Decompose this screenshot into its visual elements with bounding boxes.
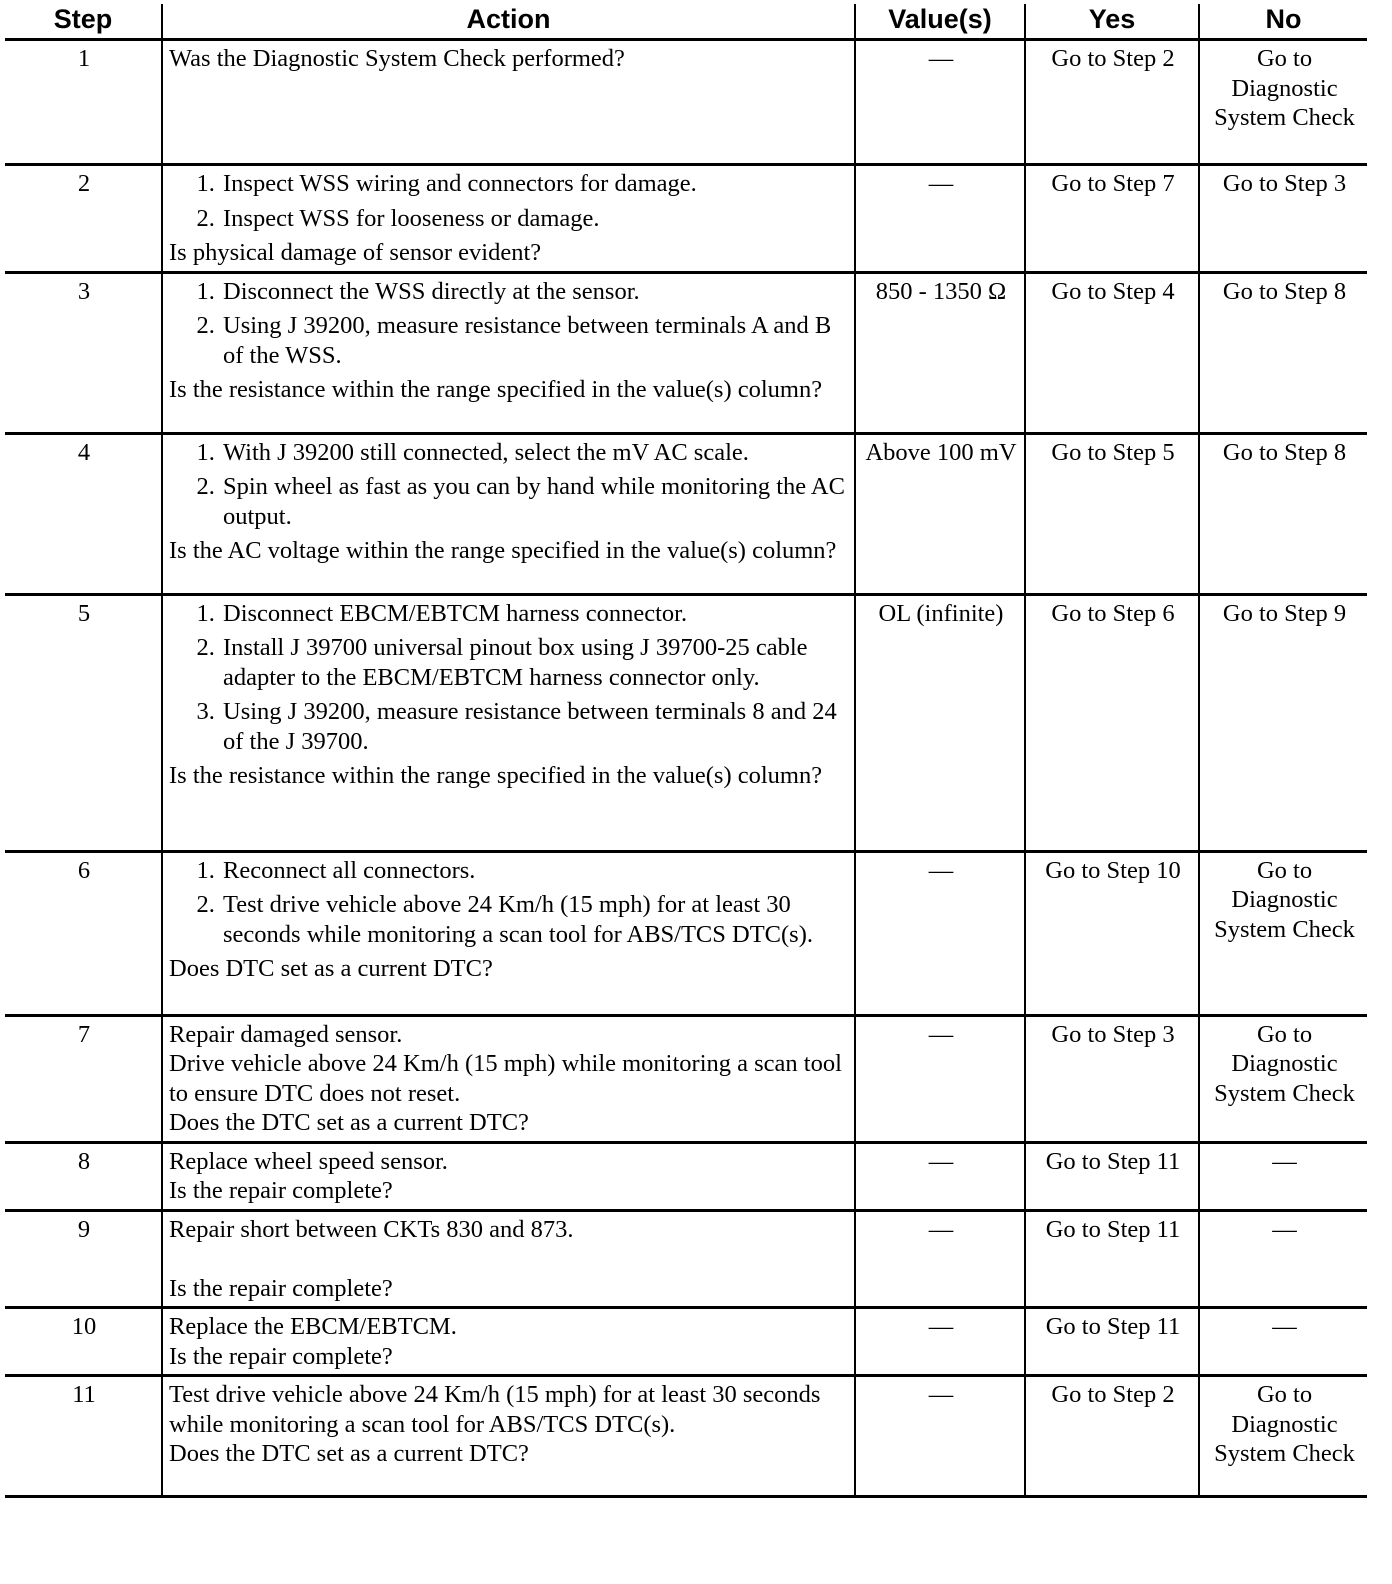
- step-number: 10: [5, 1308, 162, 1376]
- no-cell: Go to Step 8: [1199, 433, 1367, 594]
- table-header: [5, 4, 1367, 40]
- table-row: [5, 1015, 1367, 1142]
- action-question: Is the repair complete?: [169, 1342, 393, 1370]
- yes-cell: Go to Step 10: [1025, 851, 1199, 1015]
- action-cell: [162, 1308, 855, 1376]
- header-values: Value(s): [855, 4, 1025, 40]
- no-cell: —: [1199, 1142, 1367, 1210]
- yes-cell: Go to Step 7: [1025, 165, 1199, 273]
- value-cell: Above 100 mV: [855, 433, 1025, 594]
- table-row: [5, 272, 1367, 433]
- action-step-item: 1. With J 39200 still connected, select the mV AC scale.: [221, 438, 850, 468]
- table-body: [5, 40, 1367, 1497]
- step-number: 8: [5, 1142, 162, 1210]
- action-steps: [169, 856, 850, 950]
- value-cell: —: [855, 1142, 1025, 1210]
- value-cell: —: [855, 1210, 1025, 1308]
- action-question: Is the resistance within the range specified in the value(s) column?: [169, 762, 823, 789]
- action-step-item: 2. Spin wheel as fast as you can by hand while monitoring the AC output.: [221, 472, 850, 531]
- action-text: Was the Diagnostic System Check performed?: [169, 45, 625, 72]
- yes-cell: Go to Step 11: [1025, 1142, 1199, 1210]
- action-step-item: 2. Install J 39700 universal pinout box using J 39700-25 cable adapter to the EBCM/EBTCM harness connector only.: [221, 633, 850, 692]
- value-cell: —: [855, 1015, 1025, 1142]
- no-cell: Go to Diagnostic System Check: [1199, 1376, 1367, 1497]
- action-question: Is the AC voltage within the range specified in the value(s) column?: [169, 537, 837, 564]
- action-question: Is physical damage of sensor evident?: [169, 239, 542, 266]
- action-step-item: 1. Inspect WSS wiring and connectors for damage.: [221, 169, 850, 199]
- action-step-item: 1. Reconnect all connectors.: [221, 856, 850, 886]
- no-cell: —: [1199, 1210, 1367, 1308]
- action-question: Does DTC set as a current DTC?: [169, 955, 493, 982]
- action-text: Drive vehicle above 24 Km/h (15 mph) while monitoring a scan tool to ensure DTC does not reset.: [169, 1050, 842, 1107]
- yes-cell: Go to Step 6: [1025, 594, 1199, 851]
- action-step-item: 1. Disconnect the WSS directly at the sensor.: [221, 277, 850, 307]
- action-step-item: 2. Test drive vehicle above 24 Km/h (15 mph) for at least 30 seconds while monitoring a scan tool for ABS/TCS DTC(s).: [221, 890, 850, 949]
- no-cell: Go to Diagnostic System Check: [1199, 40, 1367, 165]
- header-yes: Yes: [1025, 4, 1199, 40]
- step-number: 2: [5, 165, 162, 273]
- action-step-item: 3. Using J 39200, measure resistance between terminals 8 and 24 of the J 39700.: [221, 697, 850, 756]
- action-text: Test drive vehicle above 24 Km/h (15 mph) for at least 30 seconds while monitoring a scan tool for ABS/TCS DTC(s).: [169, 1381, 821, 1438]
- header-row: [5, 4, 1367, 40]
- no-cell: Go to Step 9: [1199, 594, 1367, 851]
- no-cell: Go to Step 8: [1199, 272, 1367, 433]
- table-row: [5, 1142, 1367, 1210]
- table-row: [5, 1210, 1367, 1308]
- action-text: Replace wheel speed sensor.: [169, 1147, 448, 1175]
- action-steps: [169, 599, 850, 757]
- header-action: Action: [162, 4, 855, 40]
- table-row: [5, 851, 1367, 1015]
- action-text: Repair damaged sensor.: [169, 1020, 403, 1048]
- step-number: 11: [5, 1376, 162, 1497]
- action-cell: [162, 1210, 855, 1308]
- yes-cell: Go to Step 5: [1025, 433, 1199, 594]
- header-no: No: [1199, 4, 1367, 40]
- step-number: 6: [5, 851, 162, 1015]
- action-question: Is the resistance within the range specified in the value(s) column?: [169, 376, 823, 403]
- yes-cell: Go to Step 2: [1025, 40, 1199, 165]
- table-row: [5, 1376, 1367, 1497]
- action-cell: [162, 851, 855, 1015]
- value-cell: —: [855, 40, 1025, 165]
- no-cell: —: [1199, 1308, 1367, 1376]
- table-row: [5, 594, 1367, 851]
- action-text: Replace the EBCM/EBTCM.: [169, 1313, 457, 1340]
- header-step: Step: [5, 4, 162, 40]
- action-question: Does the DTC set as a current DTC?: [169, 1109, 529, 1136]
- action-steps: [169, 169, 850, 233]
- diagnostic-table: [5, 4, 1367, 1498]
- step-number: 7: [5, 1015, 162, 1142]
- document-page: [5, 4, 1367, 1498]
- step-number: 3: [5, 272, 162, 433]
- action-steps: [169, 277, 850, 371]
- action-text: Repair short between CKTs 830 and 873.: [169, 1215, 574, 1243]
- action-question: Is the repair complete?: [169, 1274, 393, 1302]
- action-step-item: 2. Using J 39200, measure resistance between terminals A and B of the WSS.: [221, 311, 850, 370]
- action-cell: [162, 1142, 855, 1210]
- yes-cell: Go to Step 3: [1025, 1015, 1199, 1142]
- action-text: [169, 1244, 850, 1274]
- step-number: 1: [5, 40, 162, 165]
- value-cell: 850 - 1350 Ω: [855, 272, 1025, 433]
- action-cell: [162, 1015, 855, 1142]
- action-cell: [162, 594, 855, 851]
- step-number: 9: [5, 1210, 162, 1308]
- action-step-item: 2. Inspect WSS for looseness or damage.: [221, 204, 850, 234]
- action-steps: [169, 438, 850, 532]
- action-question: Does the DTC set as a current DTC?: [169, 1440, 529, 1467]
- value-cell: —: [855, 851, 1025, 1015]
- yes-cell: Go to Step 11: [1025, 1308, 1199, 1376]
- no-cell: Go to Step 3: [1199, 165, 1367, 273]
- value-cell: —: [855, 1308, 1025, 1376]
- no-cell: Go to Diagnostic System Check: [1199, 1015, 1367, 1142]
- action-cell: [162, 433, 855, 594]
- action-question: Is the repair complete?: [169, 1177, 393, 1204]
- value-cell: OL (infinite): [855, 594, 1025, 851]
- value-cell: —: [855, 165, 1025, 273]
- value-cell: —: [855, 1376, 1025, 1497]
- step-number: 5: [5, 594, 162, 851]
- yes-cell: Go to Step 4: [1025, 272, 1199, 433]
- table-row: [5, 40, 1367, 165]
- action-cell: [162, 165, 855, 273]
- yes-cell: Go to Step 2: [1025, 1376, 1199, 1497]
- yes-cell: Go to Step 11: [1025, 1210, 1199, 1308]
- action-step-item: 1. Disconnect EBCM/EBTCM harness connector.: [221, 599, 850, 629]
- table-row: [5, 165, 1367, 273]
- no-cell: Go to Diagnostic System Check: [1199, 851, 1367, 1015]
- table-row: [5, 1308, 1367, 1376]
- action-cell: [162, 1376, 855, 1497]
- action-cell: [162, 40, 855, 165]
- step-number: 4: [5, 433, 162, 594]
- action-cell: [162, 272, 855, 433]
- table-row: [5, 433, 1367, 594]
